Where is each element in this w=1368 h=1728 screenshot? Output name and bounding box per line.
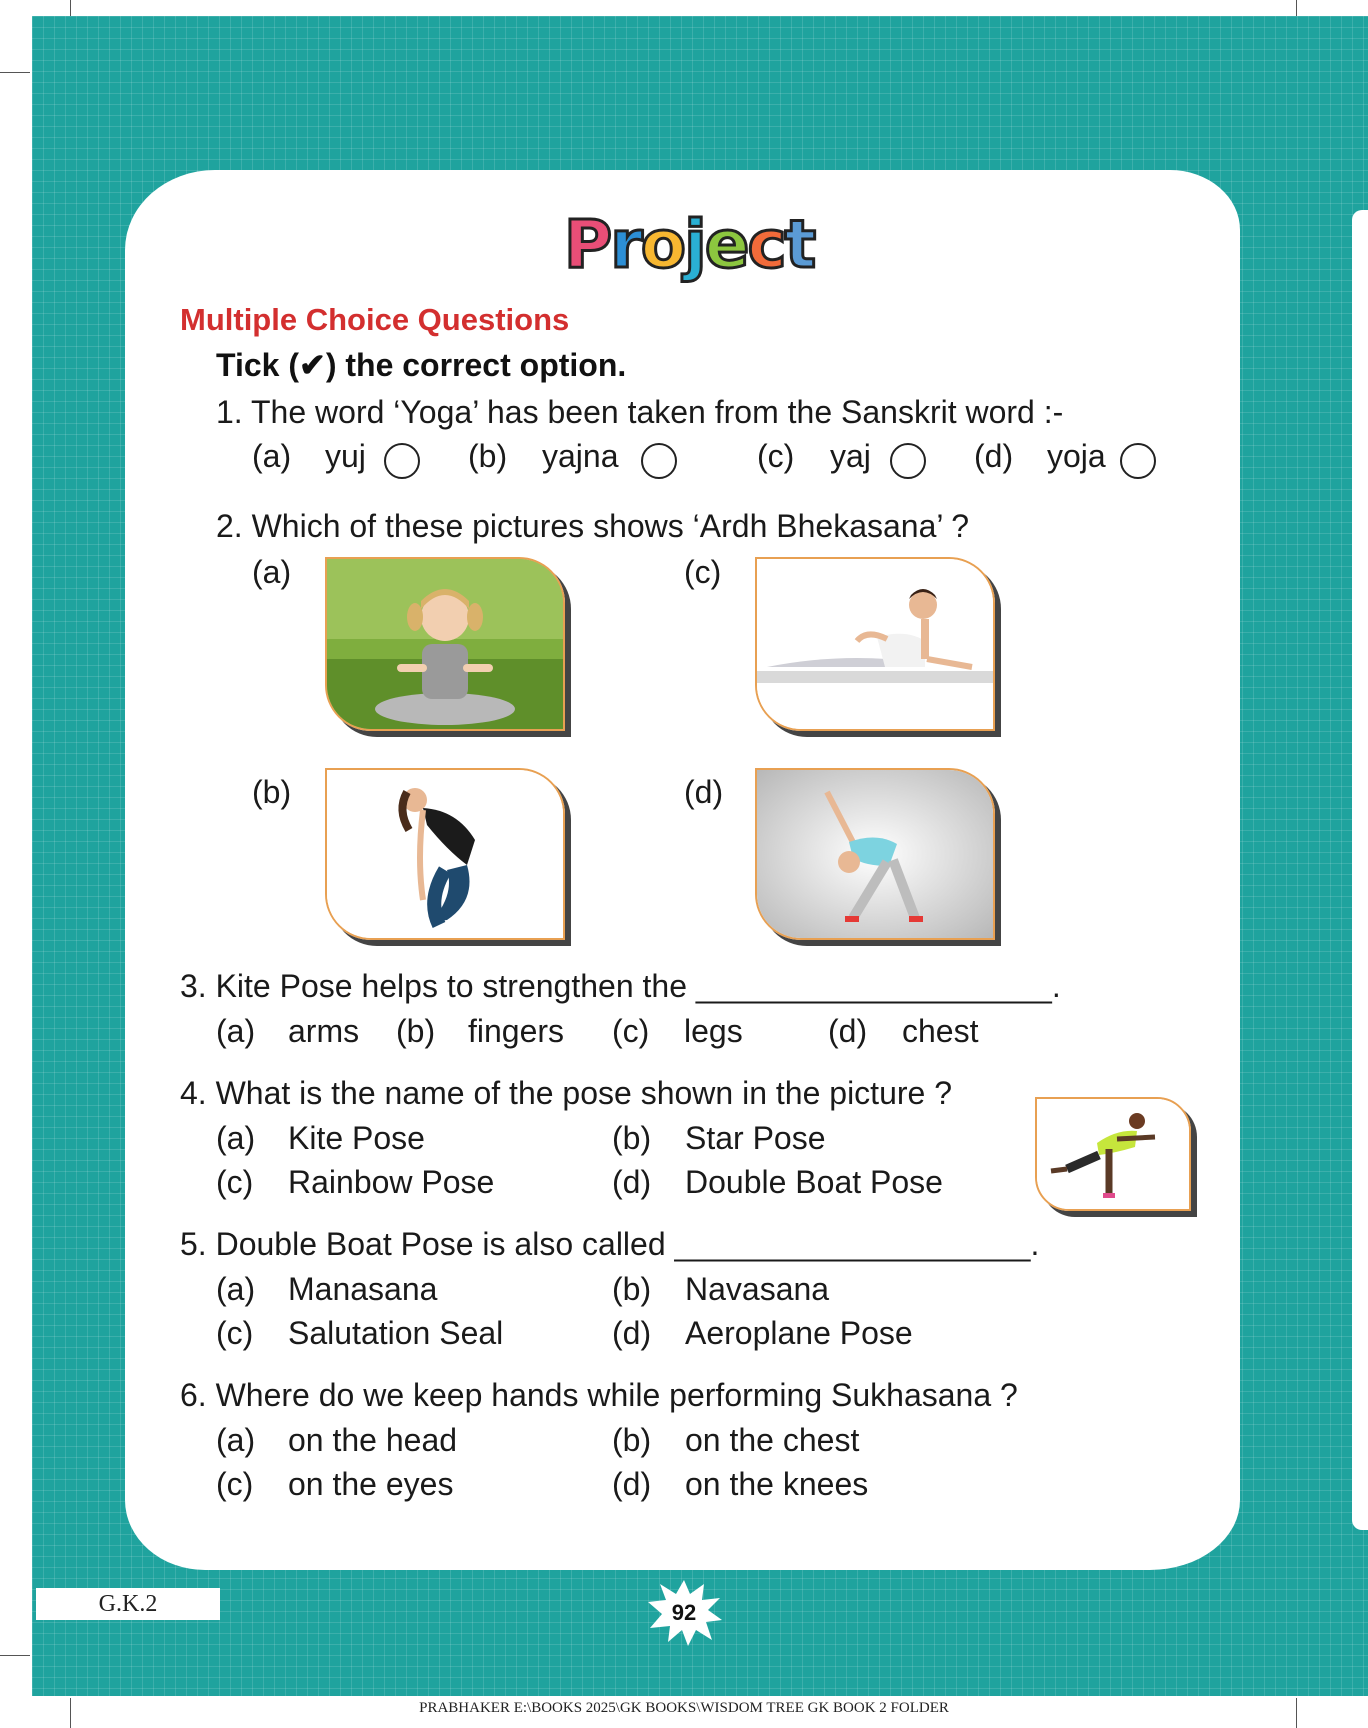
q4-option-b-text: Star Pose <box>685 1120 826 1156</box>
print-footer: PRABHAKER E:\BOOKS 2025\GK BOOKS\WISDOM TREE GK BOOK 2 FOLDER <box>419 1700 949 1716</box>
q5-option-b-text: Navasana <box>685 1271 830 1307</box>
title-letter: c <box>747 206 787 283</box>
q3-option-b-text: fingers <box>468 1013 565 1049</box>
next-page-edge <box>1352 210 1368 1530</box>
q5-option-a-text: Manasana <box>288 1271 438 1307</box>
book-label: G.K.2 <box>36 1588 220 1620</box>
instruction-text: Tick (✔) the correct option. <box>216 347 627 383</box>
q1-option-b-text: yajna <box>542 438 619 474</box>
q5-option-d-text: Aeroplane Pose <box>685 1315 913 1351</box>
q6-option-c-label: (c) <box>216 1466 254 1502</box>
question-6: 6. Where do we keep hands while performing Sukhasana ? <box>180 1377 1018 1413</box>
q1-option-c-label: (c) <box>757 438 795 474</box>
q1-option-a-label: (a) <box>252 438 292 474</box>
photo-lying-pose[interactable] <box>755 557 995 731</box>
q6-option-a-text: on the head <box>288 1422 458 1458</box>
q1-option-d-text: yoja <box>1047 438 1106 474</box>
question-1: 1. The word ‘Yoga’ has been taken from the Sanskrit word :- <box>216 394 1064 430</box>
q2-label-a: (a) <box>252 554 292 590</box>
q4-option-d-label: (d) <box>612 1164 652 1200</box>
camel-pose-image <box>327 770 563 938</box>
aeroplane-pose-image <box>1037 1099 1189 1209</box>
question-3: 3. Kite Pose helps to strengthen the ____________________. <box>180 968 1061 1004</box>
q5-option-c-text: Salutation Seal <box>288 1315 504 1351</box>
page-number-badge <box>646 1578 722 1648</box>
question-4: 4. What is the name of the pose shown in the picture ? <box>180 1075 952 1111</box>
q5-option-b-label: (b) <box>612 1271 652 1307</box>
q1-option-b-label: (b) <box>468 438 508 474</box>
q4-option-d-text: Double Boat Pose <box>685 1164 943 1200</box>
photo-triangle-pose[interactable] <box>755 768 995 940</box>
q6-option-d-label: (d) <box>612 1466 652 1502</box>
q3-option-d-label: (d) <box>828 1013 868 1049</box>
title-letter: t <box>784 206 817 283</box>
q4-option-a-text: Kite Pose <box>288 1120 425 1156</box>
crop-mark <box>0 1655 30 1656</box>
question-5: 5. Double Boat Pose is also called ____________________. <box>180 1226 1040 1262</box>
section-heading: Multiple Choice Questions <box>180 302 570 337</box>
q1-option-c-circle[interactable] <box>890 443 926 479</box>
q1-option-a-circle[interactable] <box>384 443 420 479</box>
q5-option-d-label: (d) <box>612 1315 652 1351</box>
title-letter: e <box>704 206 750 283</box>
q1-option-a-text: yuj <box>325 438 366 474</box>
crop-mark <box>0 72 30 73</box>
q6-option-b-label: (b) <box>612 1422 652 1458</box>
q4-option-c-text: Rainbow Pose <box>288 1164 495 1200</box>
q3-option-a-text: arms <box>288 1013 360 1049</box>
lying-pose-image <box>757 559 993 729</box>
q2-label-b: (b) <box>252 774 292 810</box>
question-2: 2. Which of these pictures shows ‘Ardh Bhekasana’ ? <box>216 508 969 544</box>
q6-option-d-text: on the knees <box>685 1466 869 1502</box>
q6-option-b-text: on the chest <box>685 1422 860 1458</box>
triangle-pose-image <box>757 770 993 938</box>
q4-option-a-label: (a) <box>216 1120 256 1156</box>
q3-option-a-label: (a) <box>216 1013 256 1049</box>
q2-label-c: (c) <box>684 554 722 590</box>
title-letter: r <box>610 206 643 283</box>
q4-option-c-label: (c) <box>216 1164 254 1200</box>
q6-option-a-label: (a) <box>216 1422 256 1458</box>
q1-option-d-circle[interactable] <box>1120 443 1156 479</box>
meditation-image <box>327 559 563 729</box>
title-letter: j <box>684 206 707 283</box>
page-number: 92 <box>671 1600 697 1625</box>
photo-aeroplane-pose[interactable] <box>1035 1097 1191 1211</box>
project-title <box>545 200 835 290</box>
q6-option-c-text: on the eyes <box>288 1466 454 1502</box>
q3-option-b-label: (b) <box>396 1013 436 1049</box>
title-letter: P <box>563 206 613 283</box>
q3-option-c-label: (c) <box>612 1013 650 1049</box>
q3-option-c-text: legs <box>684 1013 743 1049</box>
q1-option-b-circle[interactable] <box>641 443 677 479</box>
photo-girl-meditating[interactable] <box>325 557 565 731</box>
q1-option-c-text: yaj <box>830 438 871 474</box>
q2-label-d: (d) <box>684 774 724 810</box>
q5-option-a-label: (a) <box>216 1271 256 1307</box>
q4-option-b-label: (b) <box>612 1120 652 1156</box>
photo-camel-pose[interactable] <box>325 768 565 940</box>
q5-option-c-label: (c) <box>216 1315 254 1351</box>
title-letter: o <box>640 206 687 283</box>
q3-option-d-text: chest <box>902 1013 979 1049</box>
q1-option-d-label: (d) <box>974 438 1014 474</box>
